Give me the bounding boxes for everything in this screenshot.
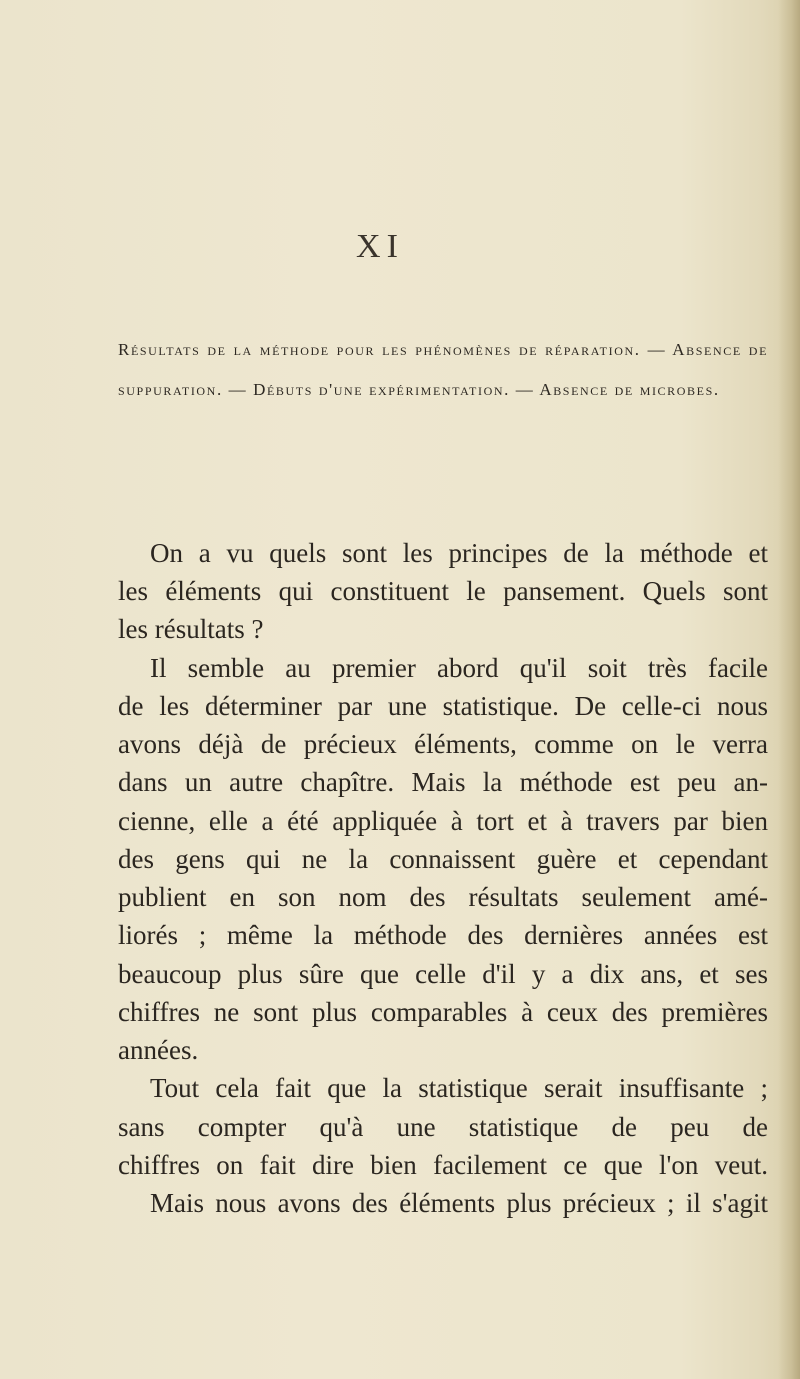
text-line-3: les résultats ? <box>118 614 264 644</box>
text-line-6: avons déjà de précieux éléments, comme on le verra <box>118 729 768 759</box>
text-line-7: dans un autre chapître. Mais la méthode est peu an- <box>118 767 768 797</box>
text-line-17: chiffres on fait dire bien facilement ce que l'on veut. <box>118 1150 768 1180</box>
text-line-16: sans compter qu'à une statistique de peu de <box>118 1112 768 1142</box>
text-line-2: les éléments qui constituent le pansement. Quels sont <box>118 576 768 606</box>
text-line-11: liorés ; même la méthode des dernières années est <box>118 920 768 950</box>
page-edge-shadow <box>778 0 800 1379</box>
text-line-13: chiffres ne sont plus comparables à ceux des premières <box>118 997 768 1027</box>
text-line-10: publient en son nom des résultats seulement amé- <box>118 882 768 912</box>
text-line-8: cienne, elle a été appliquée à tort et à travers par bien <box>118 806 768 836</box>
text-line-18: Mais nous avons des éléments plus précieux ; il s'agit <box>150 1188 768 1218</box>
text-line-1: On a vu quels sont les principes de la méthode et <box>150 538 768 568</box>
text-line-12: beaucoup plus sûre que celle d'il y a dix ans, et ses <box>118 959 768 989</box>
text-line-5: de les déterminer par une statistique. De celle-ci nous <box>118 691 768 721</box>
chapter-summary: Résultats de la méthode pour les phénomènes de réparation. — Absence de suppuration. — Débuts d'une expérimentation. — Absence de microbes. <box>118 340 768 399</box>
chapter-number: XI <box>356 228 404 265</box>
text-line-14: années. <box>118 1035 199 1065</box>
text-line-9: des gens qui ne la connaissent guère et cependant <box>118 844 768 874</box>
text-line-4: Il semble au premier abord qu'il soit très facile <box>150 653 768 683</box>
text-line-15: Tout cela fait que la statistique serait insuffisante ; <box>150 1073 768 1103</box>
